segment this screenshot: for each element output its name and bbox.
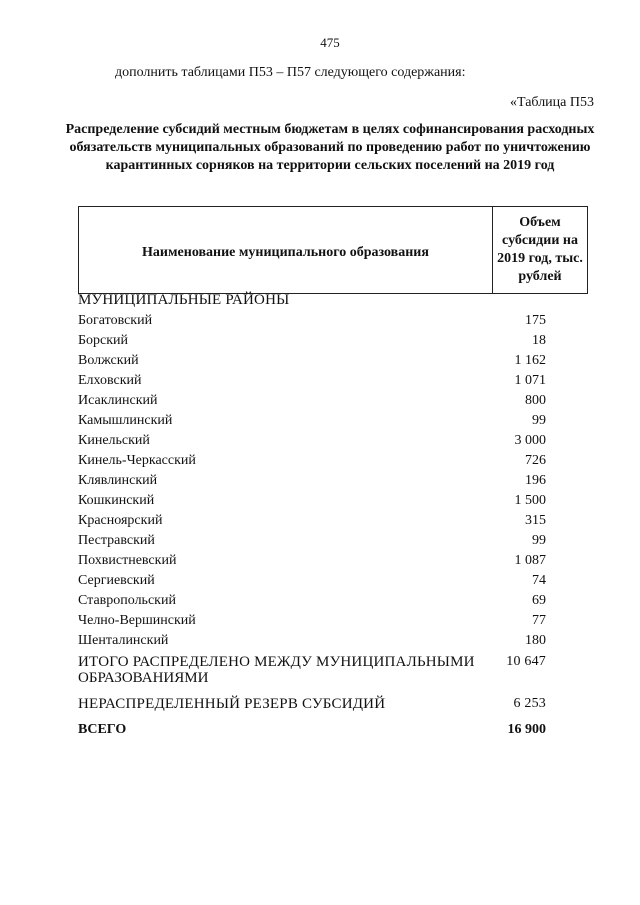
table-row xyxy=(78,511,578,531)
row-value: 196 xyxy=(525,473,546,488)
row-name: Клявлинский xyxy=(78,473,158,488)
section-title xyxy=(78,290,578,310)
table-row xyxy=(78,311,578,331)
section-title-label: МУНИЦИПАЛЬНЫЕ РАЙОНЫ xyxy=(78,292,290,308)
table-row xyxy=(78,351,578,371)
table-row xyxy=(78,331,578,351)
grand-total-value: 16 900 xyxy=(507,722,546,737)
table-row xyxy=(78,591,578,611)
reserve-label: НЕРАСПРЕДЕЛЕННЫЙ РЕЗЕРВ СУБСИДИЙ xyxy=(78,696,386,712)
reserve-value: 6 253 xyxy=(513,696,546,711)
row-name: Сергиевский xyxy=(78,573,155,588)
row-name: Красноярский xyxy=(78,513,163,528)
row-name: Кинельский xyxy=(78,433,150,448)
row-name: Елховский xyxy=(78,373,142,388)
table-row xyxy=(78,611,578,631)
row-name: Борский xyxy=(78,333,129,348)
table-row xyxy=(78,451,578,471)
total-distributed-label: ИТОГО РАСПРЕДЕЛЕНО МЕЖДУ МУНИЦИПАЛЬНЫМИ xyxy=(78,654,475,670)
row-value: 175 xyxy=(525,313,546,328)
total-distributed-value: 10 647 xyxy=(506,654,546,669)
row-name: Кинель-Черкасский xyxy=(78,453,196,468)
row-name: Пестравский xyxy=(78,533,155,548)
row-value: 726 xyxy=(525,453,546,468)
grand-total-row xyxy=(78,720,578,740)
row-name: Кошкинский xyxy=(78,493,155,508)
row-value: 180 xyxy=(525,633,546,648)
row-value: 69 xyxy=(532,593,546,608)
row-value: 74 xyxy=(532,573,546,588)
row-name: Ставропольский xyxy=(78,593,176,608)
intro-text: дополнить таблицами П53 – П57 следующего содержания: xyxy=(115,65,466,80)
reserve-row xyxy=(78,694,578,714)
row-value: 1 071 xyxy=(514,373,546,388)
column-header-name: Наименование муниципального образования xyxy=(79,207,493,293)
row-value: 18 xyxy=(532,333,546,348)
table-row xyxy=(78,551,578,571)
grand-total-label: ВСЕГО xyxy=(78,722,127,737)
document-title: Распределение субсидий местным бюджетам в целях софинансирования расходных обязательств муниципальных образований по проведению работ по уничтожению карантинных сорняков на территории сельских поселений на 2019 год xyxy=(65,122,595,173)
row-value: 1 162 xyxy=(514,353,546,368)
table-row xyxy=(78,391,578,411)
row-value: 800 xyxy=(525,393,546,408)
row-name: Челно-Вершинский xyxy=(78,613,196,628)
table-row xyxy=(78,411,578,431)
table-row xyxy=(78,571,578,591)
row-name: Волжский xyxy=(78,353,139,368)
table-row xyxy=(78,531,578,551)
row-value: 1 500 xyxy=(514,493,546,508)
row-value: 1 087 xyxy=(514,553,546,568)
row-name: Исаклинский xyxy=(78,393,158,408)
row-value: 3 000 xyxy=(514,433,546,448)
row-name: Камышлинский xyxy=(78,413,173,428)
row-value: 77 xyxy=(532,613,546,628)
page-number: 475 xyxy=(320,35,340,50)
table-row xyxy=(78,371,578,391)
row-name: Шенталинский xyxy=(78,633,169,648)
row-value: 315 xyxy=(525,513,546,528)
row-name: Богатовский xyxy=(78,313,153,328)
table-row xyxy=(78,471,578,491)
column-header-amount: Объем субсидии на 2019 год, тыс. рублей xyxy=(497,215,583,284)
table-row xyxy=(78,631,578,651)
row-value: 99 xyxy=(532,533,546,548)
row-value: 99 xyxy=(532,413,546,428)
table-reference: «Таблица П53 xyxy=(510,95,594,110)
table-row xyxy=(78,431,578,451)
row-name: Похвистневский xyxy=(78,553,177,568)
table-row xyxy=(78,491,578,511)
total-distributed-label-continued: ОБРАЗОВАНИЯМИ xyxy=(78,670,209,686)
table-header xyxy=(78,206,588,294)
total-distributed-row xyxy=(78,652,578,672)
